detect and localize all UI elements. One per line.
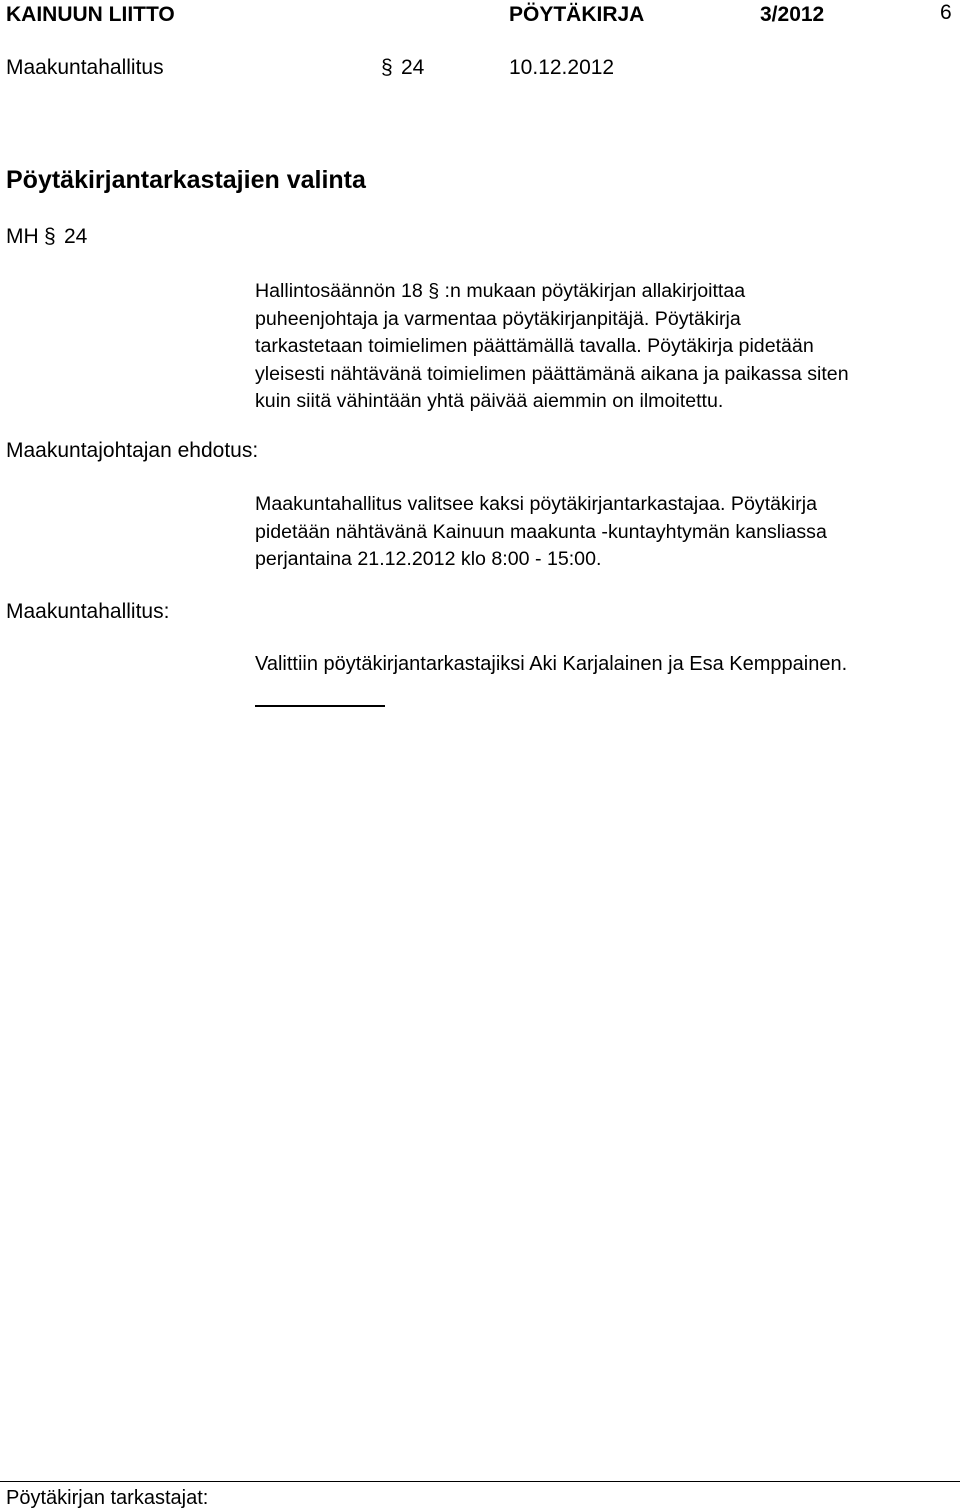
meeting-body: Maakuntahallitus [6,56,164,79]
intro-line: kuin siitä vähintään yhtä päivää aiemmin on ilmoitettu. [255,390,724,412]
intro-paragraph [255,278,955,416]
section-mark: § [381,56,393,79]
footer-label: Pöytäkirjan tarkastajat: [6,1487,209,1509]
section-number: 24 [401,56,425,79]
reference-number: 24 [64,225,88,248]
intro-line: Hallintosäännön 18 § :n mukaan pöytäkirjan allakirjoittaa [255,280,746,302]
meeting-date: 10.12.2012 [509,56,615,79]
proposal-label: Maakuntajohtajan ehdotus: [6,439,259,462]
proposal-line: pidetään nähtävänä Kainuun maakunta -kuntayhtymän kansliassa [255,520,827,543]
intro-line: tarkastetaan toimielimen päättämällä tavalla. Pöytäkirja pidetään [255,335,814,357]
end-of-section-rule [255,705,385,707]
proposal-paragraph [255,491,955,574]
decision-label: Maakuntahallitus: [6,600,170,623]
page-number: 6 [940,1,952,24]
decision-paragraph [255,651,955,679]
organization-name: KAINUUN LIITTO [6,3,175,26]
intro-line: yleisesti nähtävänä toimielimen päättämänä aikana ja paikassa siten [255,362,849,385]
proposal-line: Maakuntahallitus valitsee kaksi pöytäkirjantarkastajaa. Pöytäkirja [255,493,817,515]
document-number: 3/2012 [760,3,825,26]
document-type: PÖYTÄKIRJA [509,3,645,26]
intro-line: puheenjohtaja ja varmentaa pöytäkirjanpitäjä. Pöytäkirja [255,307,741,330]
footer-rule [0,1481,960,1482]
reference-prefix: MH [6,225,39,248]
decision-text: Valittiin pöytäkirjantarkastajiksi Aki Karjalainen ja Esa Kemppainen. [255,653,848,675]
page-title: Pöytäkirjantarkastajien valinta [6,166,366,194]
reference-section-mark: § [44,225,56,248]
proposal-line: perjantaina 21.12.2012 klo 8:00 - 15:00. [255,548,602,570]
